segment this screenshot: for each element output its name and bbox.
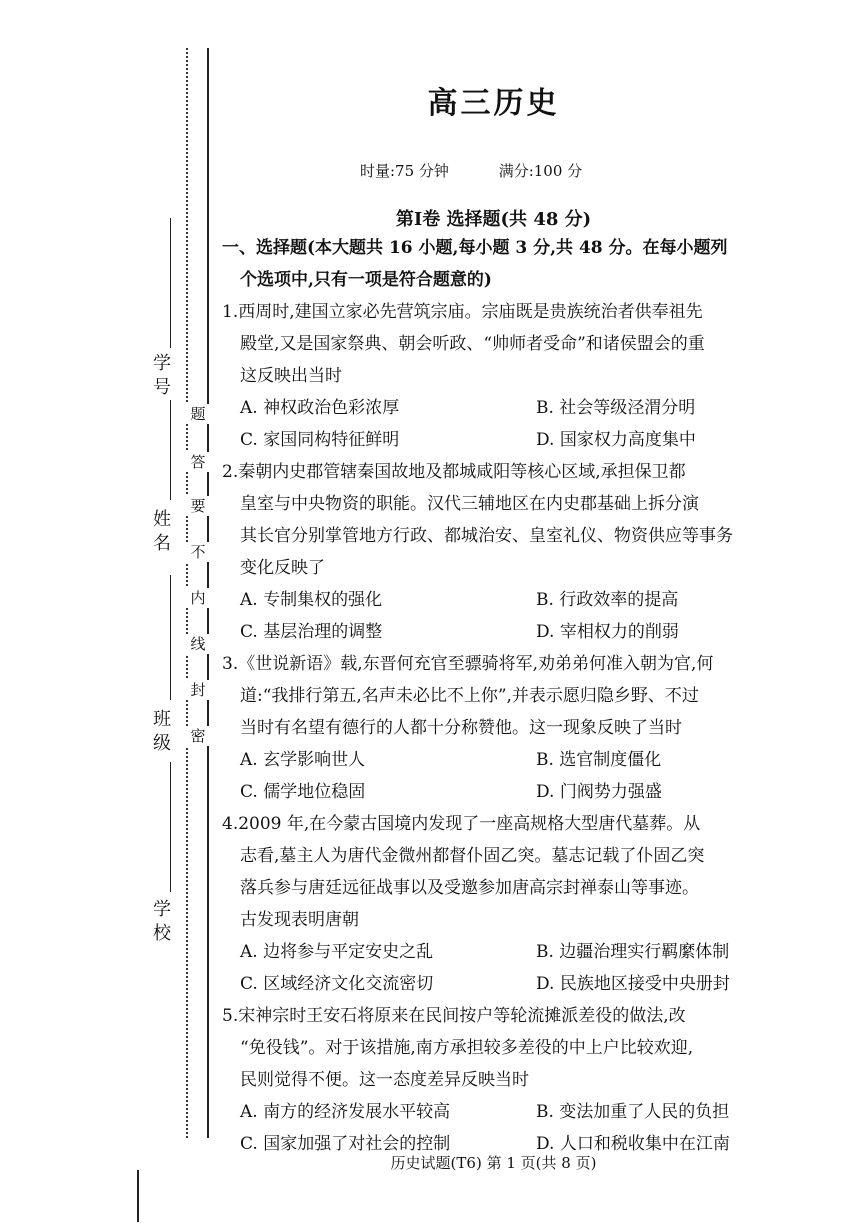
option-c: C. 基层治理的调整 — [240, 622, 383, 642]
question-5 — [222, 1000, 867, 1160]
option-row — [222, 424, 867, 456]
instructions-line: 个选项中,只有一项是符合题意的) — [240, 270, 492, 290]
question-stem-line: 3.《世说新语》载,东晋何充官至骠骑将军,劝弟弟何准入朝为官,何 — [222, 654, 714, 674]
page-footer: 历史试题(T6) 第 1 页(共 8 页) — [390, 1154, 597, 1172]
class-write-line — [170, 575, 171, 700]
question-stem-line: 殿堂,又是国家祭典、朝会听政、“帅师者受命”和诸侯盟会的重 — [240, 334, 705, 354]
option-b: B. 边疆治理实行羁縻体制 — [536, 942, 730, 962]
option-a: A. 专制集权的强化 — [240, 590, 383, 610]
question-stem-line: 道:“我排行第五,名声未必比不上你”,并表示愿归隐乡野、不过 — [240, 686, 699, 706]
question-stem-line: 5.宋神宗时王安石将原来在民间按户等轮流摊派差役的做法,改 — [222, 1006, 686, 1026]
option-row — [222, 1096, 867, 1128]
option-b: B. 变法加重了人民的负担 — [536, 1102, 730, 1122]
name-write-line — [170, 400, 171, 500]
option-b: B. 社会等级泾渭分明 — [536, 398, 696, 418]
option-c: C. 儒学地位稳固 — [240, 782, 366, 802]
question-stem-line: 变化反映了 — [240, 558, 325, 578]
name-label: 姓 名 — [153, 509, 171, 554]
option-row — [222, 616, 867, 648]
option-row — [222, 392, 867, 424]
question-stem-line: 民则觉得不便。这一态度差异反映当时 — [240, 1070, 529, 1090]
student-id-label: 学 号 — [153, 353, 171, 398]
question-stem-line: 志看,墓主人为唐代金微州都督仆固乙突。墓志记载了仆固乙突 — [240, 846, 705, 866]
option-a: A. 玄学影响世人 — [240, 750, 366, 770]
question-stem-line: 这反映出当时 — [240, 366, 342, 386]
option-row — [222, 968, 867, 1000]
option-c: C. 国家加强了对社会的控制 — [240, 1134, 451, 1154]
option-c: C. 家国同构特征鲜明 — [240, 430, 400, 450]
question-4 — [222, 808, 867, 1000]
question-stem-line: 落兵参与唐廷远征战事以及受邀参加唐高宗封禅泰山等事迹。 — [240, 878, 699, 898]
seal-char: 要 — [186, 496, 210, 516]
seal-char: 题 — [186, 404, 210, 424]
option-b: B. 行政效率的提高 — [536, 590, 679, 610]
section-heading: 第Ⅰ卷 选择题(共 48 分) — [395, 209, 592, 230]
seal-char: 不 — [186, 542, 210, 562]
option-row — [222, 776, 867, 808]
option-d: D. 宰相权力的削弱 — [536, 622, 679, 642]
school-label: 学 校 — [153, 899, 171, 944]
question-area — [222, 232, 867, 1160]
exam-duration: 时量:75 分钟 — [360, 162, 449, 180]
class-label: 班 级 — [153, 709, 171, 754]
option-a: A. 神权政治色彩浓厚 — [240, 398, 400, 418]
student-id-write-line — [170, 218, 171, 348]
seal-char: 封 — [186, 680, 210, 700]
option-a: A. 南方的经济发展水平较高 — [240, 1102, 451, 1122]
question-stem-line: 皇室与中央物资的职能。汉代三辅地区在内史郡基础上拆分演 — [240, 494, 699, 514]
question-stem-line: 当时有名望有德行的人都十分称赞他。这一现象反映了当时 — [240, 718, 682, 738]
seal-char: 内 — [186, 588, 210, 608]
question-3 — [222, 648, 867, 808]
option-b: B. 选官制度僵化 — [536, 750, 662, 770]
question-stem-line: 1.西周时,建国立家必先营筑宗庙。宗庙既是贵族统治者供奉祖先 — [222, 302, 703, 322]
question-2 — [222, 456, 867, 648]
instructions-line: 一、选择题(本大题共 16 小题,每小题 3 分,共 48 分。在每小题列 — [222, 238, 728, 258]
option-row — [222, 584, 867, 616]
question-stem-line: 2.秦朝内史郡管辖秦国故地及都城咸阳等核心区域,承担保卫都 — [222, 462, 686, 482]
bottom-margin-line — [137, 1170, 139, 1222]
exam-meta — [360, 160, 627, 181]
question-1 — [222, 296, 867, 456]
option-d: D. 国家权力高度集中 — [536, 430, 696, 450]
seal-char: 答 — [186, 452, 210, 472]
question-stem-line: 其长官分别掌管地方行政、都城治安、皇室礼仪、物资供应等事务 — [240, 526, 733, 546]
school-write-line — [170, 762, 171, 892]
option-d: D. 民族地区接受中央册封 — [536, 974, 730, 994]
seal-char: 密 — [186, 726, 210, 746]
page-title: 高三历史 — [427, 86, 560, 121]
option-row — [222, 744, 867, 776]
option-a: A. 边将参与平定安史之乱 — [240, 942, 434, 962]
option-d: D. 门阀势力强盛 — [536, 782, 662, 802]
question-stem-line: 古发现表明唐朝 — [240, 910, 359, 930]
exam-total-score: 满分:100 分 — [498, 162, 583, 180]
question-stem-line: 4.2009 年,在今蒙古国境内发现了一座高规格大型唐代墓葬。从 — [222, 814, 701, 834]
question-stem-line: “免役钱”。对于该措施,南方承担较多差役的中上户比较欢迎, — [240, 1038, 694, 1058]
seal-char: 线 — [186, 634, 210, 654]
option-d: D. 人口和税收集中在江南 — [536, 1134, 730, 1154]
option-c: C. 区域经济文化交流密切 — [240, 974, 434, 994]
option-row — [222, 936, 867, 968]
